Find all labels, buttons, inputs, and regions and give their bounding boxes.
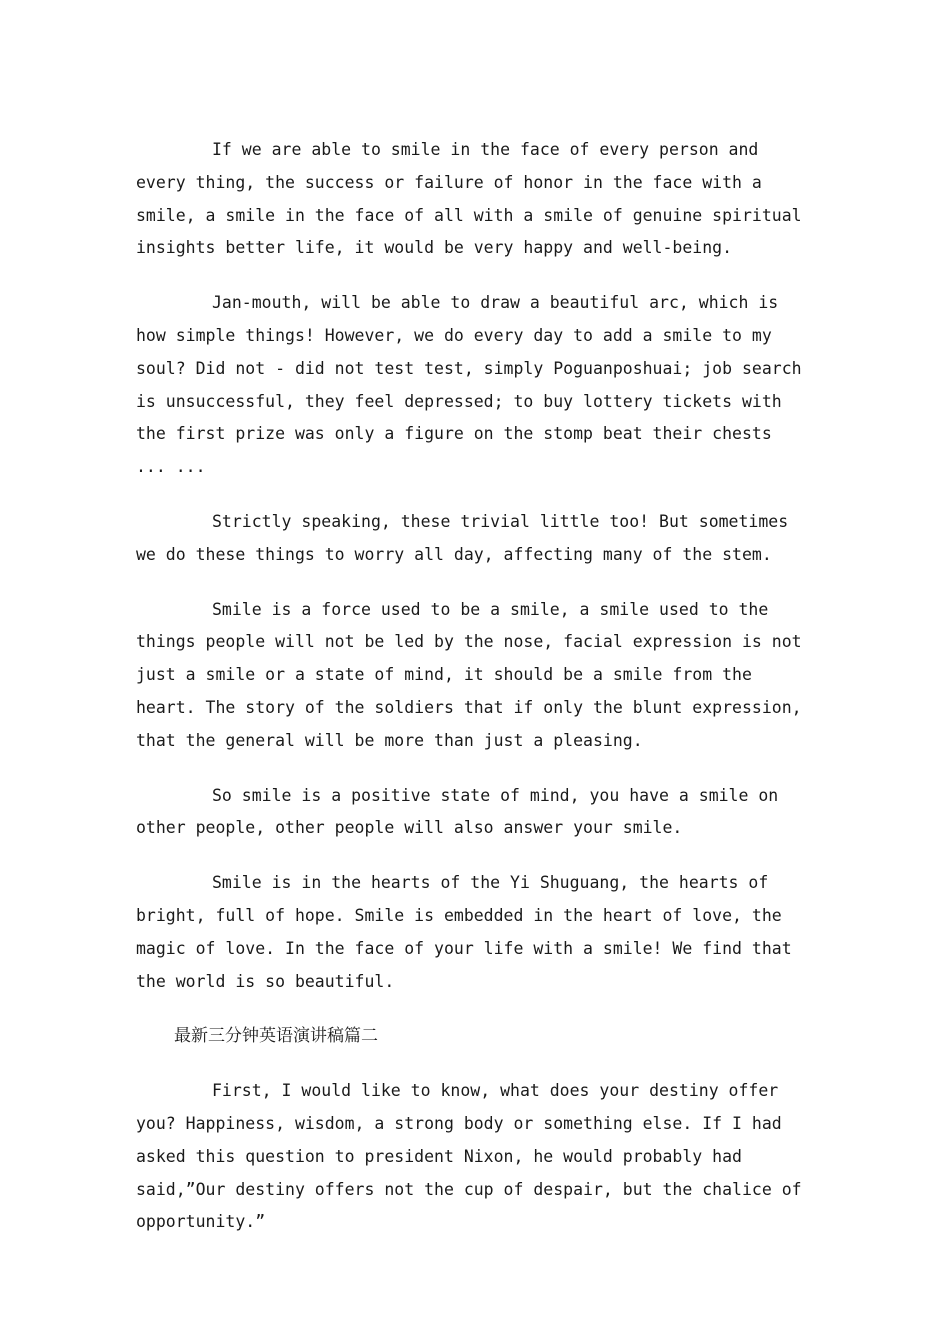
paragraph-yi-shuguang: Smile is in the hearts of the Yi Shuguang, the hearts of bright, full of hope. Smile is embedded in the heart of love, the magic of love. In the face of your life with a smile! We find that the world is so beautiful. bbox=[136, 873, 792, 991]
paragraph-jan-mouth: Jan-mouth, will be able to draw a beautiful arc, which is how simple things! However, we do every day to add a smile to my soul? Did not - did not test test, simply Poguanposhuai; job search is unsuccessful, they feel depressed; to buy lottery tickets with the first prize was only a figure on the stomp beat their chests ... ... bbox=[136, 293, 802, 477]
paragraph-strictly-speaking: Strictly speaking, these trivial little too! But sometimes we do these things to worry all day, affecting many of the stem. bbox=[136, 511, 789, 564]
paragraph-positive-state: So smile is a positive state of mind, you have a smile on other people, other people will also answer your smile. bbox=[136, 785, 779, 838]
section-heading: 最新三分钟英语演讲稿篇二 bbox=[174, 1026, 378, 1047]
paragraph-destiny: First, I would like to know, what does your destiny offer you? Happiness, wisdom, a strong body or something else. If I had asked this question to president Nixon, he would probably had said,”Our destiny offers not the cup of despair, but the chalice of opportunity.” bbox=[136, 1081, 802, 1232]
paragraph-smile-every-person: If we are able to smile in the face of every person and every thing, the success or failure of honor in the face with a smile, a smile in the face of all with a smile of genuine spiritual insights better life, it would be very happy and well-being. bbox=[136, 140, 802, 258]
paragraph-smile-is-a-force: Smile is a force used to be a smile, a smile used to the things people will not be led by the nose, facial expression is not just a smile or a state of mind, it should be a smile from the heart. The story of the soldiers that if only the blunt expression, that the general will be more than just a pleasing. bbox=[136, 599, 802, 750]
document-body bbox=[136, 134, 810, 1261]
